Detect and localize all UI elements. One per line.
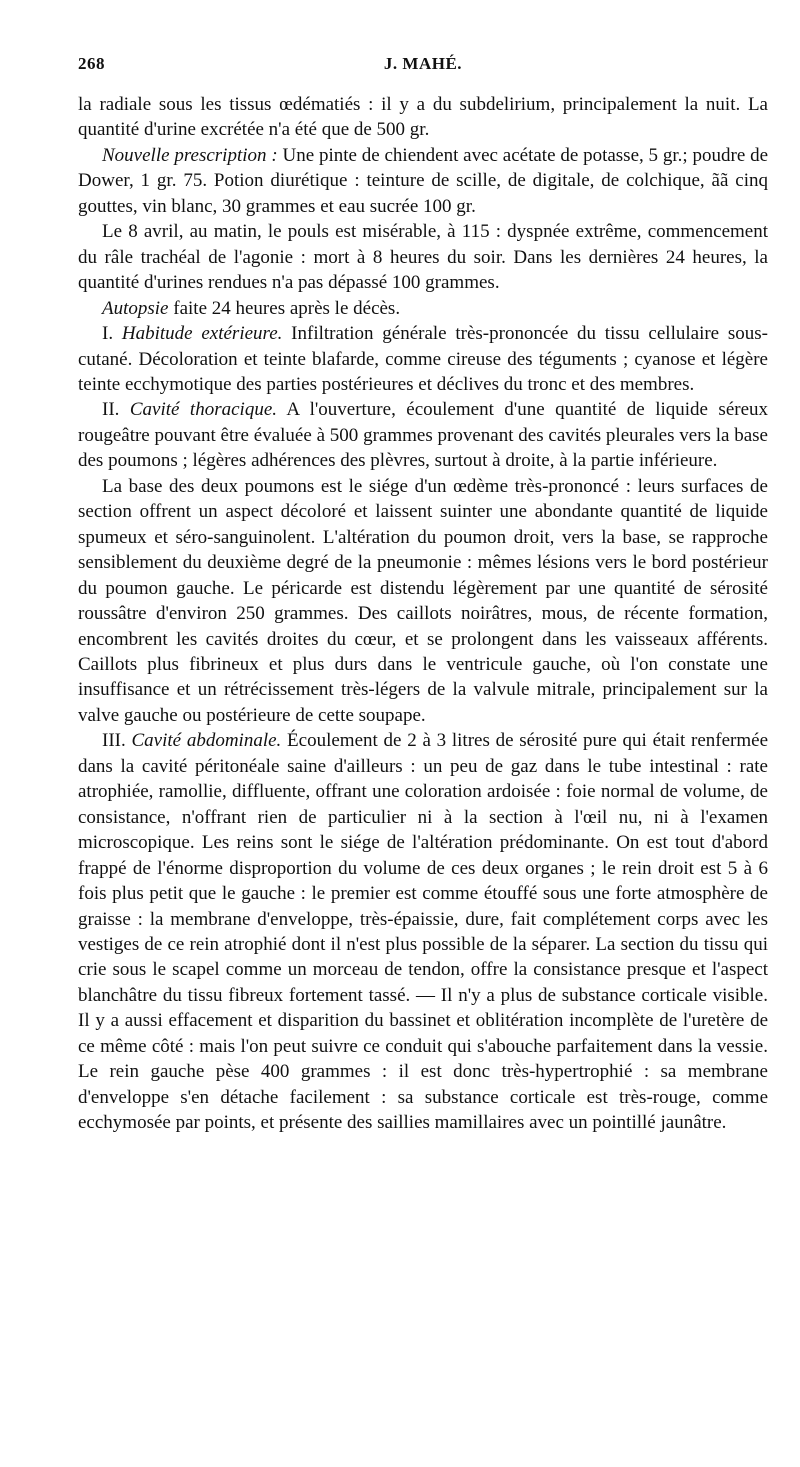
section-number: II. [102,399,130,421]
section-cavite-thoracique [78,397,768,473]
paragraph-text: La base des deux poumons est le siége d'un œdème très-prononcé : leurs surfaces de section offrent un aspect décoloré et laissent suinter une abondante quantité de liquide spumeux et séro-sanguinolent. L'altération du poumon droit, vers la base, se rapproche sensiblement du deuxième degré de la pneumonie : mêmes lésions vers le bord postérieur du poumon gauche. Le péricarde est distendu légèrement par une quantité de sérosité roussâtre d'environ 250 grammes. Des caillots noirâtres, mous, de récente formation, encombrent les cavités droites du cœur, et se prolongent dans les vaisseaux afférents. Caillots plus fibrineux et plus durs dans le ventricule gauche, où l'on constate une insuffisance et un rétrécissement très-légers de la valvule mitrale, principalement sur la valve gauche ou postérieure de cette soupape. [78,475,768,726]
section-number: III. [102,730,132,752]
section-number: I. [102,323,122,345]
paragraph-text: A l'ouverture, écoulement d'une quantité de liquide séreux rougeâtre pouvant être évaluée à 500 grammes provenant des cavités pleurales vers la base des poumons ; légères adhérences des plèvres, surtout à droite, à la partie inférieure. [78,399,769,472]
section-title: Cavité thoracique. [129,399,278,421]
paragraph-text: Infiltration générale très-prononcée du tissu cellulaire sous-cutané. Décoloration et teinte blafarde, comme cireuse des téguments ; cyanose et légère teinte ecchymotique des parties postérieures et déclives du tronc et des membres. [78,323,768,395]
paragraph-lead: Nouvelle prescription : [102,144,278,166]
paragraph-text: faite 24 heures après le décès. [168,297,401,319]
section-title: Habitude extérieure. [121,323,283,345]
paragraph-lead: Autopsie [102,297,169,319]
section-cavite-abdominale [78,728,768,1135]
running-title: J. MAHÉ. [383,54,463,73]
paragraph-death [78,219,768,295]
paragraph-text: la radiale sous les tissus œdématiés : il y a du subdelirium, principalement la nuit. La quantité d'urine excrétée n'a été que de 500 gr. [78,94,768,141]
paragraph-autopsy [78,296,768,321]
running-header [78,54,768,84]
paragraph-text: Écoulement de 2 à 3 litres de sérosité pure qui était renfermée dans la cavité péritonéale saine d'ailleurs : un peu de gaz dans le tube intestinal : rate atrophiée, ramollie, diffluente, offrant une coloration ardoisée : foie normal de volume, de consistance, n'offrant rien de particulier ni à la section à l'œil nu, ni à l'examen microscopique. Les reins sont le siége de l'altération prédominante. On est tout d'abord frappé de l'énorme disproportion du volume de ces deux organes ; le rein droit est 5 à 6 fois plus petit que le gauche : le premier est comme étouffé sous une forte atmosphère de graisse : la membrane d'enveloppe, très-épaissie, dure, fait complétement corps avec les vestiges de ce rein atrophié dont il n'est plus possible de la séparer. La section du tissu qui crie sous le scapel comme un morceau de tendon, offre la consistance presque et l'aspect blanchâtre du tissu fibreux fortement tassé. — Il n'y a plus de substance corticale visible. Il y a aussi effacement et disparition du bassinet et oblitération incomplète de l'uretère de ce même côté : mais l'on peut suivre ce conduit qui s'abouche parfaitement dans la vessie. Le rein gauche pèse 400 grammes : il est donc très-hypertrophié : sa membrane d'enveloppe s'en détache facilement : sa substance corticale est très-rouge, comme ecchymosée par points, et présente des saillies mamillaires avec un pointillé jaunâtre. [78,730,769,1134]
paragraph-text: Une pinte de chiendent avec acétate de potasse, 5 gr.; poudre de Dower, 1 gr. 75. Potion diurétique : teinture de scille, de digitale, de colchique, ãã cinq gouttes, vin blanc, 30 grammes et eau sucrée 100 gr. [78,144,768,217]
page-number: 268 [78,54,105,73]
section-habitude-exterieure [78,321,768,397]
paragraph-continued [78,92,768,143]
paragraph-text: Le 8 avril, au matin, le pouls est misérable, à 115 : dyspnée extrême, commencement du râle trachéal de l'agonie : mort à 8 heures du soir. Dans les dernières 24 heures, la quantité d'urines rendues n'a pas dépassé 100 grammes. [78,221,768,294]
page [78,54,768,1136]
section-title: Cavité abdominale. [131,730,282,752]
paragraph-poumons-coeur [78,474,768,729]
paragraph-prescription [78,143,768,219]
text-body [78,92,768,1136]
